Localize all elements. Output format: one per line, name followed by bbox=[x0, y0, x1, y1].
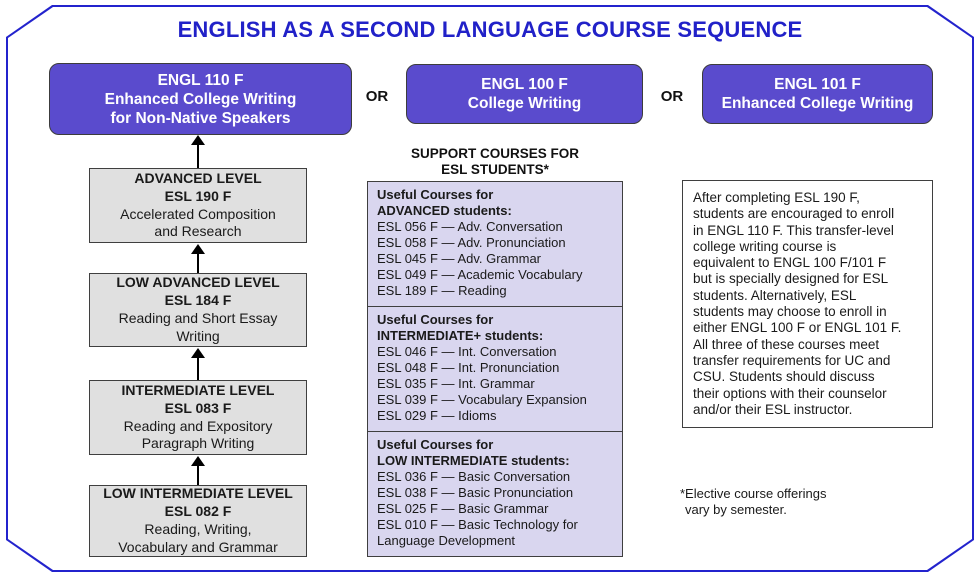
course-item: ESL 058 F — Adv. Pronunciation bbox=[377, 235, 566, 250]
esl-level-box-low-advanced bbox=[89, 273, 307, 347]
course-desc: Reading and Expository bbox=[123, 417, 273, 434]
course-item: ESL 049 F — Academic Vocabulary bbox=[377, 267, 583, 282]
group-header-line2: LOW INTERMEDIATE students: bbox=[377, 453, 570, 468]
level-name: INTERMEDIATE LEVEL bbox=[121, 381, 275, 398]
note-line: transfer requirements for UC and bbox=[693, 352, 891, 368]
esl-level-box-advanced bbox=[89, 168, 307, 243]
course-item: ESL 025 F — Basic Grammar bbox=[377, 501, 549, 516]
transfer-course-box-engl-100 bbox=[406, 64, 643, 124]
esl-level-box-low-intermediate bbox=[89, 485, 307, 557]
note-line: either ENGL 100 F or ENGL 101 F. bbox=[693, 320, 902, 336]
course-item: ESL 046 F — Int. Conversation bbox=[377, 344, 557, 359]
course-code: ENGL 101 F bbox=[774, 76, 861, 93]
arrow-head-icon bbox=[191, 135, 205, 145]
course-desc-line2: Vocabulary and Grammar bbox=[118, 538, 278, 555]
course-item: ESL 189 F — Reading bbox=[377, 283, 507, 298]
arrow-head-icon bbox=[191, 348, 205, 358]
course-item: ESL 038 F — Basic Pronunciation bbox=[377, 485, 574, 500]
course-code: ESL 190 F bbox=[164, 187, 232, 204]
course-code: ESL 184 F bbox=[164, 292, 232, 309]
group-header: Useful Courses for bbox=[377, 187, 494, 202]
support-group-intermediate bbox=[368, 307, 622, 432]
support-group-advanced bbox=[368, 182, 622, 307]
note-line: college writing course is bbox=[693, 238, 837, 254]
group-header-line2: ADVANCED students: bbox=[377, 203, 512, 218]
course-code: ENGL 100 F bbox=[481, 76, 568, 93]
course-desc: Accelerated Composition bbox=[120, 205, 276, 222]
support-group-low-intermediate bbox=[368, 432, 622, 556]
group-header: Useful Courses for bbox=[377, 437, 494, 452]
course-code: ESL 082 F bbox=[164, 503, 232, 520]
note-line: but is specially designed for ESL bbox=[693, 271, 889, 287]
course-desc-line2: and Research bbox=[154, 223, 242, 240]
course-name-line2: for Non-Native Speakers bbox=[110, 109, 291, 127]
course-desc-line2: Writing bbox=[176, 327, 220, 344]
note-line: CSU. Students should discuss bbox=[693, 369, 875, 385]
up-arrow-1 bbox=[191, 135, 205, 168]
course-item: ESL 048 F — Int. Pronunciation bbox=[377, 360, 560, 375]
note-line: All three of these courses meet bbox=[693, 336, 880, 352]
page-title: ENGLISH AS A SECOND LANGUAGE COURSE SEQUENCE bbox=[177, 17, 803, 42]
note-line: equivalent to ENGL 100 F/101 F bbox=[693, 255, 887, 271]
note-line: their options with their counselor bbox=[693, 385, 887, 401]
course-item: ESL 029 F — Idioms bbox=[377, 408, 497, 423]
course-item: ESL 045 F — Adv. Grammar bbox=[377, 251, 541, 266]
course-desc: Reading, Writing, bbox=[144, 521, 252, 537]
support-courses-box bbox=[367, 181, 623, 557]
elective-footnote bbox=[680, 486, 826, 517]
info-note-box bbox=[682, 180, 933, 428]
transfer-course-box-engl-101 bbox=[702, 64, 933, 124]
note-line: in ENGL 110 F. This transfer-level bbox=[693, 222, 894, 238]
course-name: Enhanced College Writing bbox=[104, 90, 297, 108]
esl-level-box-intermediate bbox=[89, 380, 307, 455]
note-line: After completing ESL 190 F, bbox=[693, 190, 860, 205]
course-desc-line2: Paragraph Writing bbox=[141, 435, 255, 452]
course-item: ESL 056 F — Adv. Conversation bbox=[377, 219, 563, 234]
or-label-2: OR bbox=[660, 88, 684, 105]
footnote-line2: vary by semester. bbox=[685, 501, 787, 517]
course-name: College Writing bbox=[467, 95, 582, 112]
group-header-line2: INTERMEDIATE+ students: bbox=[377, 328, 544, 343]
up-arrow-2 bbox=[191, 244, 205, 273]
course-desc: Reading and Short Essay bbox=[118, 310, 278, 326]
note-line: students may choose to enroll in bbox=[693, 304, 887, 320]
up-arrow-4 bbox=[191, 456, 205, 485]
course-code: ENGL 110 F bbox=[157, 71, 244, 89]
arrow-head-icon bbox=[191, 244, 205, 254]
level-name: LOW ADVANCED LEVEL bbox=[116, 274, 280, 291]
level-name: ADVANCED LEVEL bbox=[134, 169, 262, 186]
course-item: ESL 010 F — Basic Technology for Language Development bbox=[377, 517, 578, 548]
support-courses-heading: SUPPORT COURSES FOR ESL STUDENTS* bbox=[410, 146, 580, 177]
course-name: Enhanced College Writing bbox=[721, 95, 914, 112]
course-item: ESL 039 F — Vocabulary Expansion bbox=[377, 392, 587, 407]
note-line: and/or their ESL instructor. bbox=[693, 401, 853, 417]
note-line: students are encouraged to enroll bbox=[693, 206, 895, 222]
group-header: Useful Courses for bbox=[377, 312, 494, 327]
course-code: ESL 083 F bbox=[164, 399, 232, 416]
arrow-head-icon bbox=[191, 456, 205, 466]
or-label-1: OR bbox=[365, 88, 389, 105]
level-name: LOW INTERMEDIATE LEVEL bbox=[103, 485, 293, 502]
footnote-line1: *Elective course offerings bbox=[680, 486, 827, 501]
up-arrow-3 bbox=[191, 348, 205, 380]
note-line: students. Alternatively, ESL bbox=[693, 287, 857, 303]
course-item: ESL 036 F — Basic Conversation bbox=[377, 469, 571, 484]
transfer-course-box-engl-110 bbox=[49, 63, 352, 135]
course-item: ESL 035 F — Int. Grammar bbox=[377, 376, 535, 391]
